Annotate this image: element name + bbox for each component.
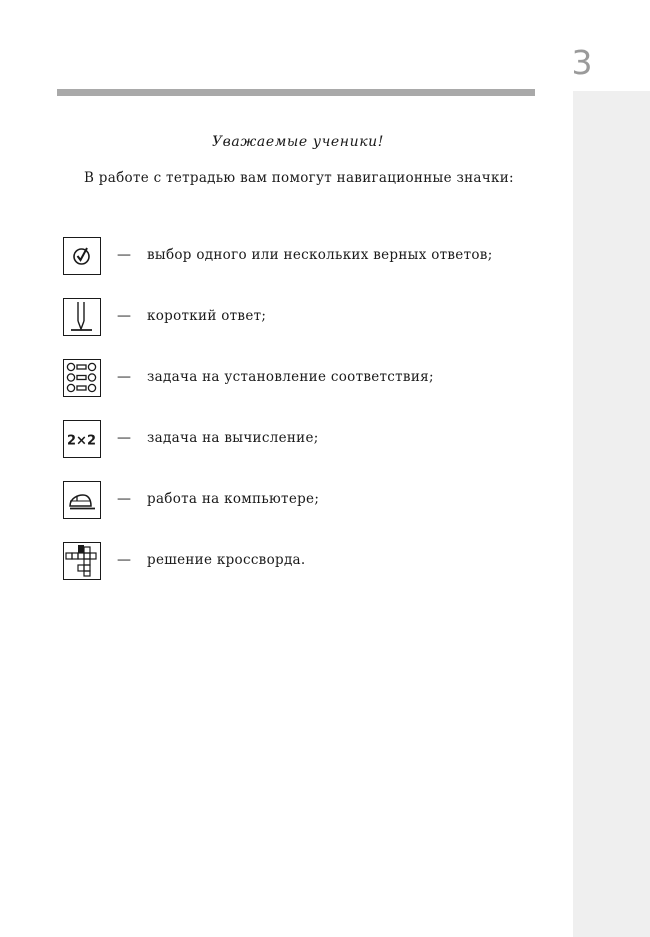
legend-text: задача на вычисление; <box>147 430 319 446</box>
legend-dash: — <box>117 369 131 385</box>
legend-dash: — <box>117 491 131 507</box>
legend-dash: — <box>117 308 131 324</box>
greeting-heading: Уважаемые ученики! <box>211 134 385 150</box>
legend-item-short-answer <box>63 298 533 338</box>
matching-icon <box>63 359 101 397</box>
legend-text: работа на компьютере; <box>147 491 320 507</box>
pencil-icon <box>63 298 101 336</box>
side-margin-band <box>573 91 650 937</box>
legend-dash: — <box>117 247 131 263</box>
checkmark-circle-icon <box>63 237 101 275</box>
header-rule <box>57 89 535 96</box>
crossword-icon <box>63 542 101 580</box>
legend-item-choice <box>63 237 533 277</box>
legend-text: решение кроссворда. <box>147 552 306 568</box>
legend-text: короткий ответ; <box>147 308 267 324</box>
legend-text: задача на установление соответствия; <box>147 369 434 385</box>
page-number: 3 <box>571 43 593 82</box>
intro-text: В работе с тетрадью вам помогут навигационные значки: <box>84 170 514 186</box>
calculation-icon-label: 2×2 <box>67 433 96 449</box>
legend-item-matching <box>63 359 533 399</box>
legend-item-calculation <box>63 420 533 460</box>
legend-dash: — <box>117 552 131 568</box>
computer-mouse-icon <box>63 481 101 519</box>
legend-text: выбор одного или нескольких верных ответов; <box>147 247 493 263</box>
legend-item-computer <box>63 481 533 521</box>
calculation-icon <box>63 420 101 458</box>
legend-dash: — <box>117 430 131 446</box>
legend-item-crossword <box>63 542 533 582</box>
